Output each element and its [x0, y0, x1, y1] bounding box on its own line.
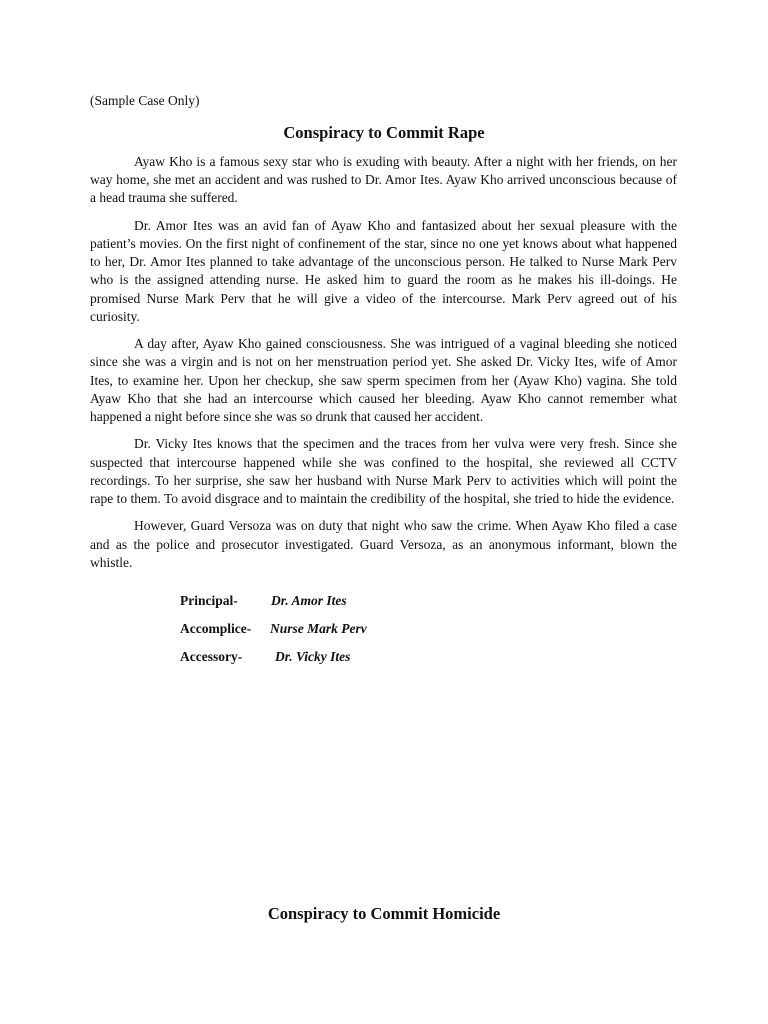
- case-body: [90, 153, 677, 581]
- paragraph: Dr. Amor Ites was an avid fan of Ayaw Kho and fantasized about her sexual pleasure with the patient’s movies. On the first night of confinement of the star, since no one yet knows about what happened to her, Dr. Amor Ites planned to take advantage of the unconscious person. He talked to Nurse Mark Perv who is the assigned attending nurse. He asked him to guard the room as he makes his ill-doings. He promised Nurse Mark Perv that he will give a video of the intercourse. Mark Perv agreed out of his curiosity.: [90, 217, 677, 324]
- role-row-principal: [180, 593, 480, 621]
- role-label: Accomplice-: [180, 621, 252, 636]
- role-name: Dr. Vicky Ites: [275, 649, 351, 664]
- role-row-accomplice: [180, 621, 480, 649]
- role-row-accessory: [180, 649, 480, 677]
- paragraph: Dr. Vicky Ites knows that the specimen and the traces from her vulva were very fresh. Since she suspected that intercourse happened while she was confined to the hospital, she reviewed all CCTV recordings. To her surprise, she saw her husband with Nurse Mark Perv to activities which will point the rape to them. To avoid disgrace and to maintain the credibility of the hospital, she tried to hide the evidence.: [90, 436, 677, 507]
- section-title-homicide: Conspiracy to Commit Homicide: [267, 904, 501, 923]
- role-name: Dr. Amor Ites: [271, 593, 347, 608]
- section-title-rape: Conspiracy to Commit Rape: [283, 123, 485, 142]
- paragraph: However, Guard Versoza was on duty that night who saw the crime. When Ayaw Kho filed a case and as the police and prosecutor investigated. Guard Versoza, as an anonymous informant, blown the whistle.: [90, 518, 677, 570]
- sample-case-note: (Sample Case Only): [90, 93, 200, 108]
- role-name: Nurse Mark Perv: [270, 621, 367, 636]
- roles-list: [180, 593, 480, 677]
- role-label: Accessory-: [180, 649, 243, 664]
- paragraph: Ayaw Kho is a famous sexy star who is exuding with beauty. After a night with her friends, on her way home, she met an accident and was rushed to Dr. Amor Ites. Ayaw Kho arrived unconscious because of a head trauma she suffered.: [90, 154, 677, 206]
- role-label: Principal-: [180, 593, 238, 608]
- paragraph: A day after, Ayaw Kho gained consciousness. She was intrigued of a vaginal bleeding she noticed since she was a virgin and is not on her menstruation period yet. She asked Dr. Vicky Ites, wife of Amor Ites, to examine her. Upon her checkup, she saw sperm specimen from her (Ayaw Kho) vagina. She told Ayaw Kho that she had an intercourse which caused her bleeding. Ayaw Kho cannot remember what happened a night before since she was so drunk that caused her accident.: [90, 336, 677, 425]
